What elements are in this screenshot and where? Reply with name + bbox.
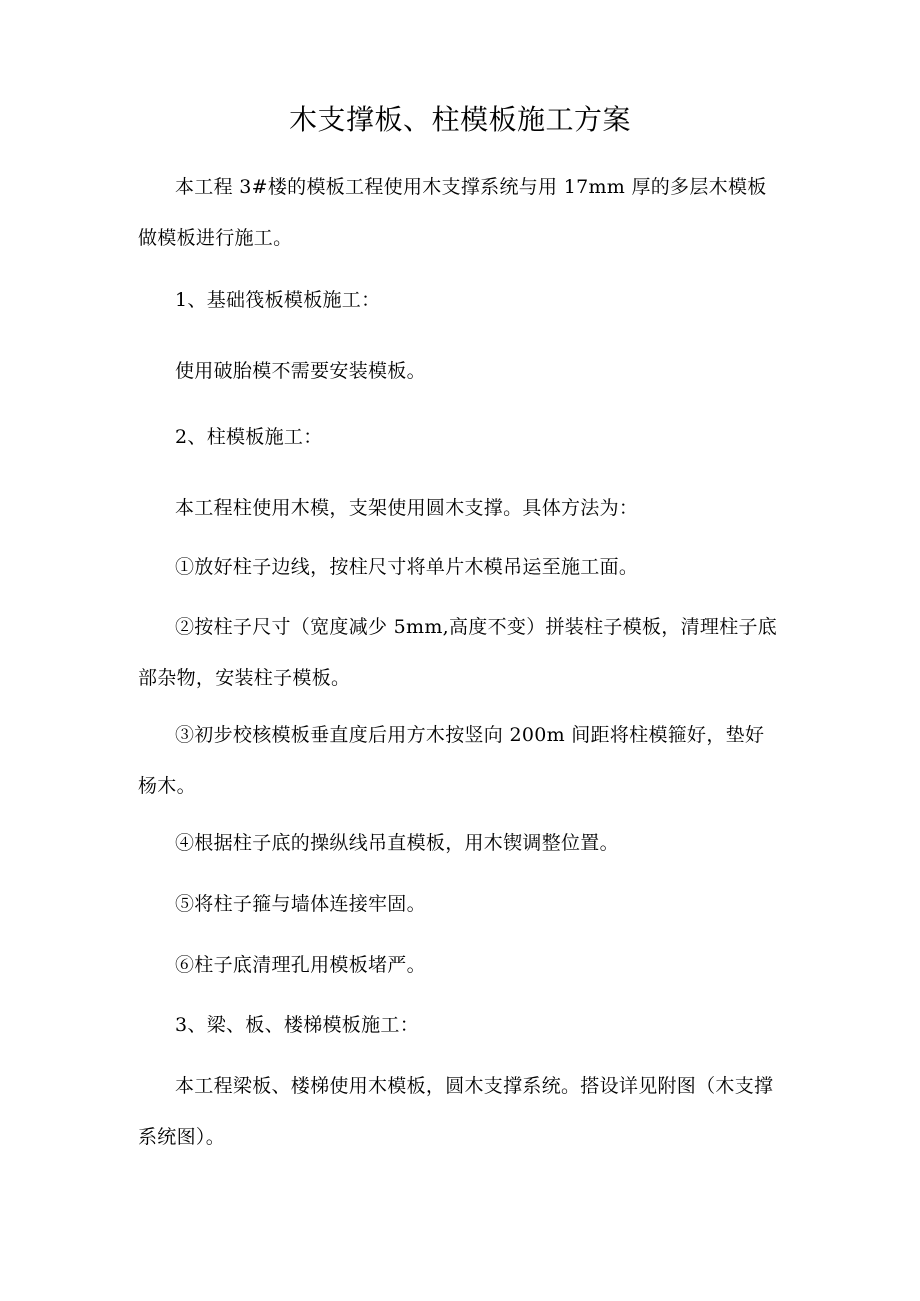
section-1-body: 使用破胎模不需要安装模板。 [175,360,426,382]
section-2-step-5: ⑤将柱子箍与墙体连接牢固。 [175,893,426,915]
section-2-step-2: ②按柱子尺寸（宽度减少 5mm,高度不变）拼装柱子模板，清理柱子底部杂物，安装柱子模板。 [138,616,778,689]
section-2-intro: 本工程柱使用木模，支架使用圆木支撑。具体方法为： [175,497,639,519]
section-2-step-1: ①放好柱子边线，按柱尺寸将单片木模吊运至施工面。 [175,556,639,578]
document-title: 木支撑板、柱模板施工方案 [288,103,631,136]
section-2-step-6: ⑥柱子底清理孔用模板堵严。 [175,954,426,976]
section-1-heading: 1、基础筏板模板施工： [175,289,381,311]
section-2-step-4: ④根据柱子底的操纵线吊直模板，用木锲调整位置。 [175,832,619,854]
section-3-body: 本工程梁板、楼梯使用木模板，圆木支撑系统。搭设详见附图（木支撑系统图）。 [138,1075,774,1148]
intro-paragraph: 本工程 3#楼的模板工程使用木支撑系统与用 17mm 厚的多层木模板做模板进行施工。 [138,176,767,249]
section-3-heading: 3、梁、板、楼梯模板施工： [175,1014,419,1036]
section-2-heading: 2、柱模板施工： [175,426,323,448]
section-2-step-3: ③初步校核模板垂直度后用方木按竖向 200m 间距将柱模箍好，垫好杨木。 [138,724,765,797]
